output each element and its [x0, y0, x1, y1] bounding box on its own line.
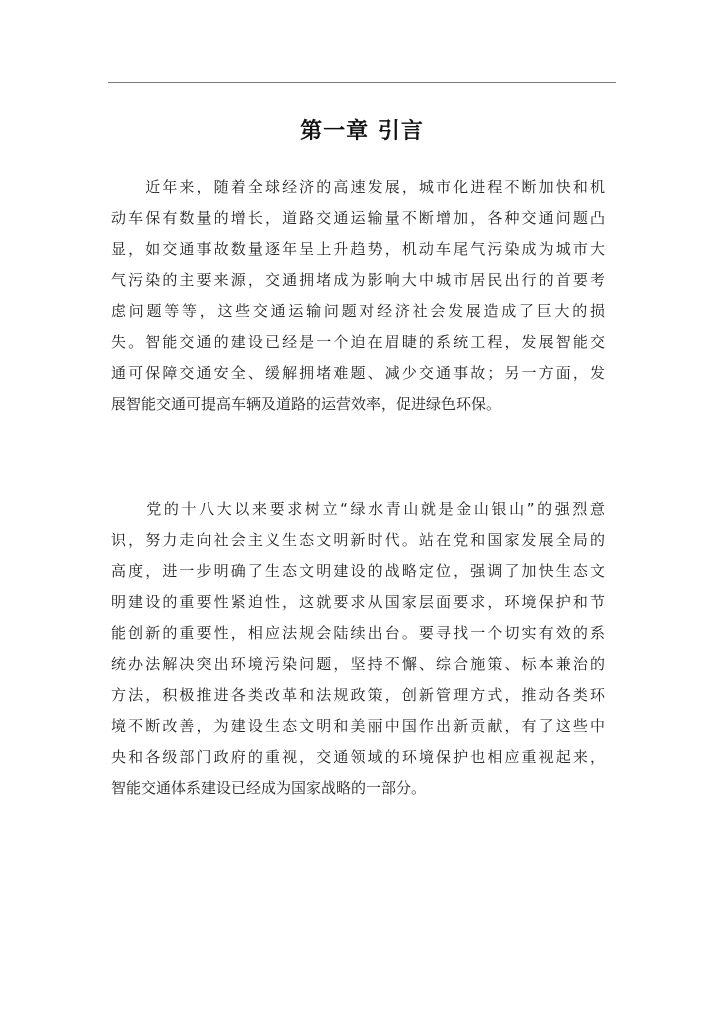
paragraph-line: 明建设的重要性紧迫性，这就要求从国家层面要求，环境保护和节 [111, 593, 605, 611]
chapter-title: 第一章 引言 [300, 119, 424, 144]
header-rule [108, 82, 616, 83]
paragraph-line: 党的十八大以来要求树立“绿水青山就是金山银山”的强烈意 [111, 500, 605, 518]
paragraph-line: 失。智能交通的建设已经是一个迫在眉睫的系统工程，发展智能交 [111, 333, 605, 351]
paragraph-line: 通可保障交通安全、缓解拥堵难题、减少交通事故；另一方面，发 [111, 364, 605, 382]
paragraph-line: 展智能交通可提高车辆及道路的运营效率，促进绿色环保。 [111, 395, 502, 413]
paragraph-line: 显，如交通事故数量逐年呈上升趋势，机动车尾气污染成为城市大 [111, 240, 605, 258]
paragraph-line: 动车保有数量的增长，道路交通运输量不断增加，各种交通问题凸 [111, 209, 605, 227]
paragraph-line: 能创新的重要性，相应法规会陆续出台。要寻找一个切实有效的系 [111, 624, 605, 642]
paragraph-line: 近年来，随着全球经济的高速发展，城市化进程不断加快和机 [111, 178, 605, 196]
paragraph-2 [111, 494, 605, 804]
paragraph-line: 境不断改善，为建设生态文明和美丽中国作出新贡献，有了这些中 [111, 717, 605, 735]
paragraph-line: 识，努力走向社会主义生态文明新时代。站在党和国家发展全局的 [111, 531, 605, 549]
paragraph-line: 智能交通体系建设已经成为国家战略的一部分。 [111, 779, 427, 797]
paragraph-line: 统办法解决突出环境污染问题，坚持不懈、综合施策、标本兼治的 [111, 655, 605, 673]
paragraph-1 [111, 172, 605, 420]
paragraph-line: 方法，积极推进各类改革和法规政策，创新管理方式，推动各类环 [111, 686, 605, 704]
paragraph-line: 央和各级部门政府的重视，交通领域的环境保护也相应重视起来， [111, 748, 605, 766]
paragraph-line: 高度，进一步明确了生态文明建设的战略定位，强调了加快生态文 [111, 562, 605, 580]
paragraph-line: 气污染的主要来源，交通拥堵成为影响大中城市居民出行的首要考 [111, 271, 605, 289]
paragraph-line: 虑问题等等，这些交通运输问题对经济社会发展造成了巨大的损 [111, 302, 605, 320]
